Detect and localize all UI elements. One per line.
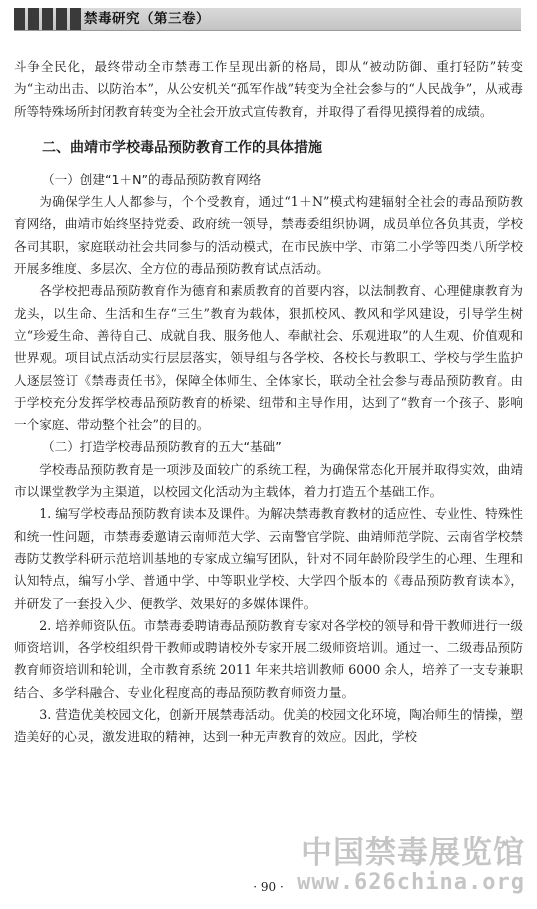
paragraph: 为确保学生人人都参与，个个受教育，通过“1＋N”模式构建辐射全社会的毒品预防教育网络，曲靖市始终坚持党委、政府统一领导，禁毒委组织协调，成员单位各负其责，学校各司其职，家庭联动社会共同参与的活动模式，在市民族中学、市第二小学等四类八所学校开展多维度、多层次、全方位的毒品预防教育试点活动。 bbox=[14, 194, 523, 277]
header-stripes bbox=[14, 8, 81, 30]
paragraph: 1. 编写学校毒品预防教育读本及课件。为解决禁毒教育教材的适应性、专业性、特殊性和统一性问题，市禁毒委邀请云南师范大学、云南警官学院、曲靖师范学院、云南省学校禁毒防艾教学科研示范培训基地的专家成立编写团队，针对不同年龄阶段学生的心理、生理和认知特点，编写小学、普通中学、中等职业学校、大学四个版本的《毒品预防教育读本》，并研发了一套投入少、便教学、效果好的多媒体课件。 bbox=[14, 506, 523, 611]
subsection-heading-1: （一）创建“1＋N”的毒品预防教育网络 bbox=[42, 171, 262, 187]
paragraph: 学校毒品预防教育是一项涉及面较广的系统工程，为确保常态化开展并取得实效，曲靖市以课堂教学为主渠道，以校园文化活动为主载体，着力打造五个基础工作。 bbox=[14, 461, 523, 500]
paragraph: 3. 营造优美校园文化，创新开展禁毒活动。优美的校园文化环境，陶冶师生的情操，塑造美好的心灵，激发进取的精神，达到一种无声教育的效应。因此，学校 bbox=[14, 707, 523, 745]
paragraph-continued: 斗争全民化，最终带动全市禁毒工作呈现出新的格局，即从“被动防御、重打轻防”转变为“主动出击、以防治本”，从公安机关“孤军作战”转变为全社会参与的“人民战争”，从戒毒所等特殊场所封闭教育转变为全社会开放式宣传教育，并取得了看得见摸得着的成绩。 bbox=[14, 59, 523, 119]
section-heading: 二、曲靖市学校毒品预防教育工作的具体措施 bbox=[42, 139, 322, 156]
running-header-title: 禁毒研究（第三卷） bbox=[84, 11, 210, 27]
page-number: · 90 · bbox=[253, 880, 284, 894]
paragraph: 2. 培养师资队伍。市禁毒委聘请毒品预防教育专家对各学校的领导和骨干教师进行一级师资培训，各学校组织骨干教师或聘请校外专家开展二级师资培训。通过一、二级毒品预防教育师资培训和轮训，全市教育系统 2011 年来共培训教师 6000 余人，培养了一支专兼职结合、多学科融合、专业化程度高的毒品预防教育师资力量。 bbox=[14, 617, 523, 700]
paragraph: 各学校把毒品预防教育作为德育和素质教育的首要内容，以法制教育、心理健康教育为龙头，以生命、生活和生存“三生”教育为载体，狠抓校风、教风和学风建设，引导学生树立“珍爱生命、善待自己、成就自我、服务他人、奉献社会、乐观进取”的人生观、价值观和世界观。项目试点活动实行层层落实，领导组与各学校、各校长与教职工、学校与学生监护人逐层签订《禁毒责任书》，保障全体师生、全体家长，联动全社会参与毒品预防教育。由于学校充分发挥学校毒品预防教育的桥梁、纽带和主导作用，达到了“教育一个孩子、影响一个家庭、带动整个社会”的目的。 bbox=[14, 283, 523, 433]
page-header bbox=[0, 0, 537, 36]
watermark-site-name: 中国禁毒展览馆 bbox=[301, 835, 525, 871]
page-body bbox=[14, 56, 523, 749]
watermark-url: www.626china.org bbox=[297, 870, 525, 895]
subsection-heading-2: （二）打造学校毒品预防教育的五大“基础” bbox=[42, 439, 282, 455]
